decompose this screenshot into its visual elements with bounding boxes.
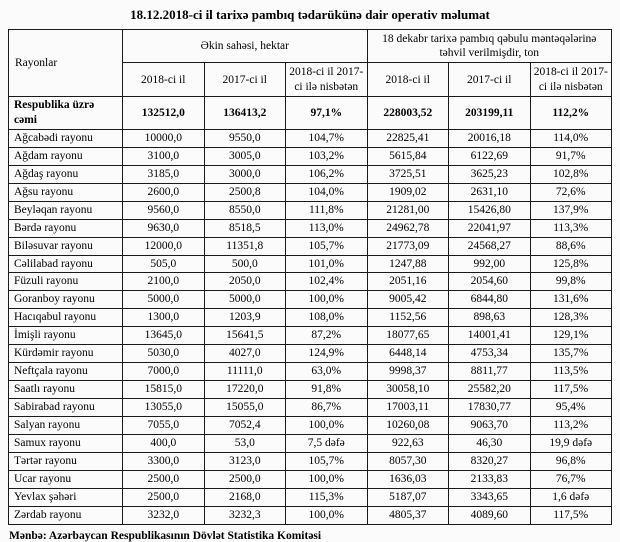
table-row (9, 147, 612, 165)
table-row (9, 452, 612, 470)
table-row (9, 255, 612, 273)
value-cell: 86,7% (286, 399, 368, 417)
value-cell: 17220,0 (204, 381, 286, 399)
value-cell: 46,30 (449, 434, 531, 452)
region-cell: Salyan rayonu (9, 416, 123, 434)
value-cell: 111,8% (286, 201, 368, 219)
value-cell: 91,7% (530, 147, 612, 165)
value-cell: 117,5% (530, 381, 612, 399)
region-cell: Saatlı rayonu (9, 381, 123, 399)
value-cell: 102,4% (286, 273, 368, 291)
region-cell: Tərtər rayonu (9, 452, 123, 470)
value-cell: 505,0 (123, 255, 205, 273)
value-cell: 3100,0 (123, 147, 205, 165)
value-cell: 136413,2 (204, 97, 286, 130)
value-cell: 91,8% (286, 381, 368, 399)
value-cell: 76,7% (530, 470, 612, 488)
value-cell: 13055,0 (123, 399, 205, 417)
value-cell: 87,2% (286, 327, 368, 345)
table-row (9, 399, 612, 417)
value-cell: 104,7% (286, 129, 368, 147)
value-cell: 2631,10 (449, 183, 531, 201)
value-cell: 108,0% (286, 309, 368, 327)
table-row (9, 488, 612, 506)
value-cell: 3123,0 (204, 452, 286, 470)
column-header-area-2017: 2017-ci il (204, 63, 286, 97)
value-cell: 10260,08 (367, 416, 449, 434)
table-row (9, 183, 612, 201)
value-cell: 9630,0 (123, 219, 205, 237)
value-cell: 22825,41 (367, 129, 449, 147)
value-cell: 2100,0 (123, 273, 205, 291)
value-cell: 4805,37 (367, 506, 449, 524)
value-cell: 8550,0 (204, 201, 286, 219)
table-header (9, 29, 612, 97)
region-cell: Ucar rayonu (9, 470, 123, 488)
source-note: Mənbə: Azərbaycan Respublikasının Dövlət Statistika Komitəsi (9, 529, 322, 542)
value-cell: 113,0% (286, 219, 368, 237)
value-cell: 400,0 (123, 434, 205, 452)
value-cell: 11111,0 (204, 363, 286, 381)
value-cell: 7055,0 (123, 416, 205, 434)
value-cell: 106,2% (286, 165, 368, 183)
value-cell: 6122,69 (449, 147, 531, 165)
value-cell: 7000,0 (123, 363, 205, 381)
value-cell: 2500,0 (204, 470, 286, 488)
table-row (9, 273, 612, 291)
column-header-ton-2017: 2017-ci il (449, 63, 531, 97)
value-cell: 131,6% (530, 291, 612, 309)
value-cell: 992,00 (449, 255, 531, 273)
table-row (9, 327, 612, 345)
value-cell: 5000,0 (123, 291, 205, 309)
value-cell: 8518,5 (204, 219, 286, 237)
value-cell: 8057,30 (367, 452, 449, 470)
value-cell: 100,0% (286, 470, 368, 488)
value-cell: 135,7% (530, 345, 612, 363)
value-cell: 97,1% (286, 97, 368, 130)
value-cell: 3000,0 (204, 165, 286, 183)
region-cell: İmişli rayonu (9, 327, 123, 345)
table-row (9, 434, 612, 452)
value-cell: 11351,8 (204, 237, 286, 255)
value-cell: 922,63 (367, 434, 449, 452)
value-cell: 7,5 dəfə (286, 434, 368, 452)
table-row (9, 363, 612, 381)
table-row (9, 345, 612, 363)
region-cell: Yevlax şəhəri (9, 488, 123, 506)
value-cell: 1152,56 (367, 309, 449, 327)
value-cell: 3625,23 (449, 165, 531, 183)
column-group-sown-area: Əkin sahəsi, hektar (123, 29, 368, 63)
region-cell: Samux rayonu (9, 434, 123, 452)
value-cell: 99,8% (530, 273, 612, 291)
value-cell: 18077,65 (367, 327, 449, 345)
value-cell: 24568,27 (449, 237, 531, 255)
value-cell: 19,9 dəfə (530, 434, 612, 452)
value-cell: 100,0% (286, 291, 368, 309)
table-row (9, 470, 612, 488)
value-cell: 2600,0 (123, 183, 205, 201)
region-cell: Beyləqan rayonu (9, 201, 123, 219)
value-cell: 137,9% (530, 201, 612, 219)
value-cell: 15815,0 (123, 381, 205, 399)
value-cell: 2500,0 (123, 488, 205, 506)
value-cell: 53,0 (204, 434, 286, 452)
value-cell: 113,3% (530, 219, 612, 237)
value-cell: 3005,0 (204, 147, 286, 165)
value-cell: 8811,77 (449, 363, 531, 381)
value-cell: 6448,14 (367, 345, 449, 363)
column-header-area-2018: 2018-ci il (123, 63, 205, 97)
value-cell: 1300,0 (123, 309, 205, 327)
value-cell: 4753,34 (449, 345, 531, 363)
region-cell: Ağsu rayonu (9, 183, 123, 201)
value-cell: 112,2% (530, 97, 612, 130)
value-cell: 1247,88 (367, 255, 449, 273)
value-cell: 117,5% (530, 506, 612, 524)
region-cell: Ağdam rayonu (9, 147, 123, 165)
column-group-delivered-cotton: 18 dekabr tarixə pambıq qəbulu məntəqələrinə təhvil verilmişdir, ton (367, 29, 612, 63)
value-cell: 9998,37 (367, 363, 449, 381)
value-cell: 1909,02 (367, 183, 449, 201)
value-cell: 129,1% (530, 327, 612, 345)
value-cell: 2051,16 (367, 273, 449, 291)
column-header-area-ratio: 2018-ci il 2017-ci ilə nisbətən (286, 63, 368, 97)
value-cell: 8320,27 (449, 452, 531, 470)
table-row (9, 219, 612, 237)
value-cell: 1636,03 (367, 470, 449, 488)
value-cell: 103,2% (286, 147, 368, 165)
value-cell: 113,2% (530, 416, 612, 434)
value-cell: 104,0% (286, 183, 368, 201)
value-cell: 12000,0 (123, 237, 205, 255)
value-cell: 124,9% (286, 345, 368, 363)
value-cell: 4089,60 (449, 506, 531, 524)
value-cell: 88,6% (530, 237, 612, 255)
value-cell: 5615,84 (367, 147, 449, 165)
region-cell: Biləsuvar rayonu (9, 237, 123, 255)
total-row (9, 97, 612, 130)
column-header-rayonlar: Rayonlar (9, 29, 123, 97)
value-cell: 10000,0 (123, 129, 205, 147)
table-row (9, 291, 612, 309)
region-cell: Neftçala rayonu (9, 363, 123, 381)
column-header-ton-ratio: 2018-ci il 2017-ci ilə nisbətən (530, 63, 612, 97)
value-cell: 228003,52 (367, 97, 449, 130)
value-cell: 9005,42 (367, 291, 449, 309)
value-cell: 13645,0 (123, 327, 205, 345)
value-cell: 3232,0 (123, 506, 205, 524)
value-cell: 96,8% (530, 452, 612, 470)
value-cell: 128,3% (530, 309, 612, 327)
table-row (9, 237, 612, 255)
value-cell: 15641,5 (204, 327, 286, 345)
value-cell: 102,8% (530, 165, 612, 183)
value-cell: 2500,0 (123, 470, 205, 488)
value-cell: 7052,4 (204, 416, 286, 434)
table-body (9, 97, 612, 525)
region-cell: Sabirabad rayonu (9, 399, 123, 417)
value-cell: 24962,78 (367, 219, 449, 237)
value-cell: 17830,77 (449, 399, 531, 417)
value-cell: 4027,0 (204, 345, 286, 363)
statistics-table (8, 29, 612, 525)
table-row (9, 201, 612, 219)
value-cell: 21773,09 (367, 237, 449, 255)
value-cell: 5030,0 (123, 345, 205, 363)
region-cell: Cəlilabad rayonu (9, 255, 123, 273)
value-cell: 3343,65 (449, 488, 531, 506)
value-cell: 3300,0 (123, 452, 205, 470)
value-cell: 203199,11 (449, 97, 531, 130)
value-cell: 101,0% (286, 255, 368, 273)
value-cell: 6844,80 (449, 291, 531, 309)
value-cell: 3725,51 (367, 165, 449, 183)
page-title: 18.12.2018-ci il tarixə pambıq tədarükünə dair operativ məlumat (130, 7, 490, 22)
value-cell: 3232,3 (204, 506, 286, 524)
table-row (9, 506, 612, 524)
value-cell: 9550,0 (204, 129, 286, 147)
value-cell: 21281,00 (367, 201, 449, 219)
value-cell: 1,6 dəfə (530, 488, 612, 506)
value-cell: 15426,80 (449, 201, 531, 219)
region-cell: Bərdə rayonu (9, 219, 123, 237)
value-cell: 25582,20 (449, 381, 531, 399)
value-cell: 114,0% (530, 129, 612, 147)
value-cell: 100,0% (286, 416, 368, 434)
table-row (9, 416, 612, 434)
region-cell: Respublika üzrə cəmi (9, 97, 123, 130)
value-cell: 9063,70 (449, 416, 531, 434)
value-cell: 2054,60 (449, 273, 531, 291)
value-cell: 100,0% (286, 506, 368, 524)
value-cell: 30058,10 (367, 381, 449, 399)
value-cell: 17003,11 (367, 399, 449, 417)
table-row (9, 165, 612, 183)
value-cell: 113,5% (530, 363, 612, 381)
value-cell: 105,7% (286, 237, 368, 255)
value-cell: 132512,0 (123, 97, 205, 130)
value-cell: 898,63 (449, 309, 531, 327)
table-row (9, 309, 612, 327)
region-cell: Goranboy rayonu (9, 291, 123, 309)
region-cell: Zərdab rayonu (9, 506, 123, 524)
value-cell: 2500,8 (204, 183, 286, 201)
value-cell: 9560,0 (123, 201, 205, 219)
value-cell: 22041,97 (449, 219, 531, 237)
region-cell: Ağdaş rayonu (9, 165, 123, 183)
region-cell: Hacıqabul rayonu (9, 309, 123, 327)
region-cell: Füzuli rayonu (9, 273, 123, 291)
table-row (9, 129, 612, 147)
region-cell: Kürdəmir rayonu (9, 345, 123, 363)
header-group-row (9, 29, 612, 63)
value-cell: 2168,0 (204, 488, 286, 506)
value-cell: 72,6% (530, 183, 612, 201)
value-cell: 2133,83 (449, 470, 531, 488)
value-cell: 95,4% (530, 399, 612, 417)
value-cell: 500,0 (204, 255, 286, 273)
value-cell: 2050,0 (204, 273, 286, 291)
value-cell: 5000,0 (204, 291, 286, 309)
table-row (9, 381, 612, 399)
value-cell: 125,8% (530, 255, 612, 273)
value-cell: 5187,07 (367, 488, 449, 506)
value-cell: 20016,18 (449, 129, 531, 147)
value-cell: 3185,0 (123, 165, 205, 183)
value-cell: 14001,41 (449, 327, 531, 345)
value-cell: 15055,0 (204, 399, 286, 417)
value-cell: 1203,9 (204, 309, 286, 327)
column-header-ton-2018: 2018-ci il (367, 63, 449, 97)
region-cell: Ağcabədi rayonu (9, 129, 123, 147)
value-cell: 105,7% (286, 452, 368, 470)
value-cell: 63,0% (286, 363, 368, 381)
value-cell: 115,3% (286, 488, 368, 506)
